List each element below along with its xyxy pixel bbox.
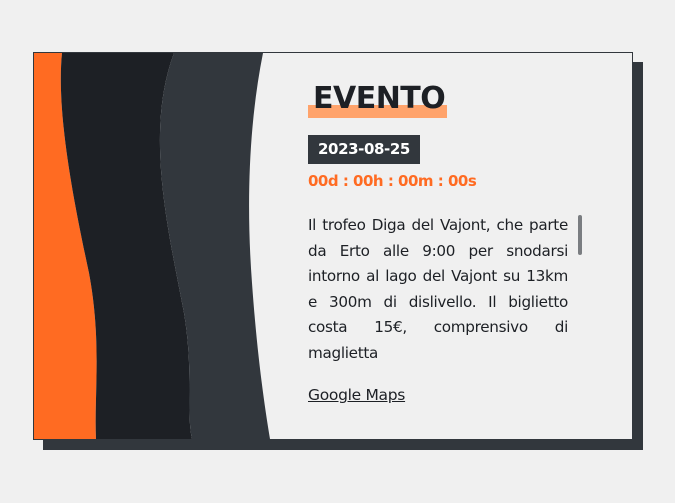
decorative-waves bbox=[34, 53, 334, 439]
description-scrollbar[interactable] bbox=[578, 213, 582, 363]
event-date-badge: 2023-08-25 bbox=[308, 135, 420, 164]
google-maps-link[interactable]: Google Maps bbox=[308, 386, 406, 404]
event-card bbox=[33, 52, 633, 440]
description-box bbox=[308, 213, 584, 363]
title-block bbox=[308, 81, 445, 117]
event-content bbox=[308, 53, 608, 439]
event-title: EVENTO bbox=[313, 81, 446, 116]
scrollbar-thumb[interactable] bbox=[578, 215, 582, 255]
event-description: Il trofeo Diga del Vajont, che parte da Erto alle 9:00 per snodarsi intorno al lago del Vajont su 13km e 300m di dislivello. Il biglietto costa 15€, comprensivo di maglietta bbox=[308, 216, 568, 362]
event-countdown: 00d : 00h : 00m : 00s bbox=[308, 172, 477, 190]
